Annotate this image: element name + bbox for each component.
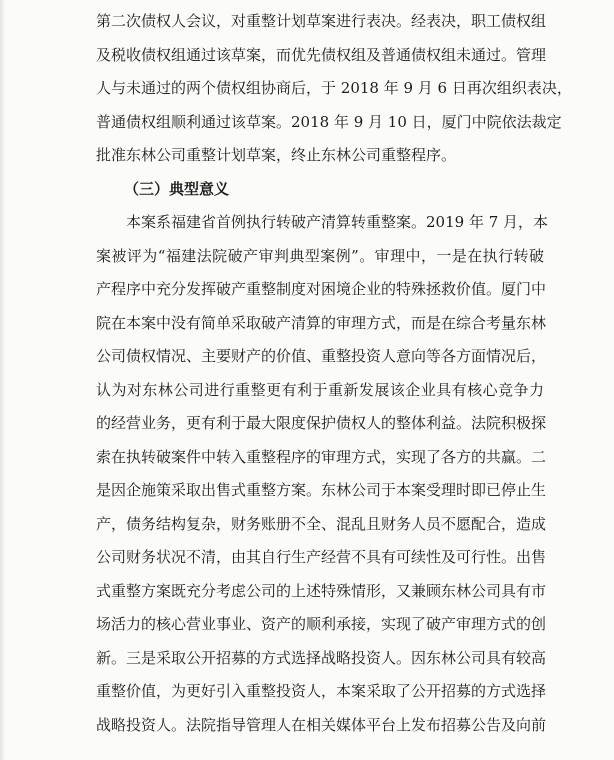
paragraph-line: 的经营业务，更有利于最大限度保护债权人的整体利益。法院积极探 bbox=[96, 414, 547, 432]
paragraph-line: 新。三是采取公开招募的方式选择战略投资人。因东林公司具有较高 bbox=[96, 648, 547, 667]
paragraph-line: 本案系福建省首例执行转破产清算转重整案。2019 年 7 月，本 bbox=[126, 213, 549, 231]
paragraph-line: 人与未通过的两个债权组协商后，于 2018 年 9 月 6 日再次组织表决， bbox=[96, 79, 572, 97]
scan-edge-shadow bbox=[0, 0, 6, 760]
paragraph-line: 式重整方案既充分考虑公司的上述特殊情形，又兼顾东林公司具有市 bbox=[96, 581, 547, 600]
paragraph-line: 批准东林公司重整计划草案，终止东林公司重整程序。 bbox=[96, 146, 457, 164]
paragraph-line: 案被评为“福建法院破产审判典型案例”。审理中，一是在执行转破 bbox=[96, 246, 544, 265]
paragraph-line: 公司财务状况不清，由其自行生产经营不具有可续性及可行性。出售 bbox=[96, 548, 547, 566]
paragraph-line: 院在本案中没有简单采取破产清算的审理方式，而是在综合考量东林 bbox=[96, 313, 547, 332]
paragraph-line: 普通债权组顺利通过该草案。2018 年 9 月 10 日，厦门中院依法裁定 bbox=[96, 112, 562, 131]
paragraph-line: 产，债务结构复杂，财务账册不全、混乱且财务人员不愿配合，造成 bbox=[96, 514, 547, 533]
paragraph-line: 第二次债权人会议，对重整计划草案进行表决。经表决，职工债权组 bbox=[96, 12, 547, 30]
paragraph-line: 重整价值，为更好引入重整投资人，本案采取了公开招募的方式选择 bbox=[96, 682, 547, 700]
paragraph-line: 场活力的核心营业事业、资产的顺利承接，实现了破产审理方式的创 bbox=[96, 615, 547, 633]
paragraph-line: 是因企施策采取出售式重整方案。东林公司于本案受理时即已停止生 bbox=[96, 481, 547, 499]
paragraph-line: 战略投资人。法院指导管理人在相关媒体平台上发布招募公告及向前 bbox=[96, 715, 547, 734]
paragraph-line: 认为对东林公司进行重整更有利于重新发展该企业具有核心竞争力 bbox=[96, 380, 544, 399]
paragraph-line: 及税收债权组通过该草案，而优先债权组及普通债权组未通过。管理 bbox=[96, 45, 547, 64]
paragraph-line: 产程序中充分发挥破产重整制度对困境企业的特殊拯救价值。厦门中 bbox=[96, 280, 547, 298]
document-body bbox=[96, 5, 572, 742]
paragraph-line: 索在执转破案件中转入重整程序的审理方式，实现了各方的共赢。二 bbox=[96, 447, 547, 466]
paragraph-line: 公司债权情况、主要财产的价值、重整投资人意向等各方面情况后， bbox=[96, 347, 547, 365]
section-heading: （三）典型意义 bbox=[124, 179, 230, 198]
